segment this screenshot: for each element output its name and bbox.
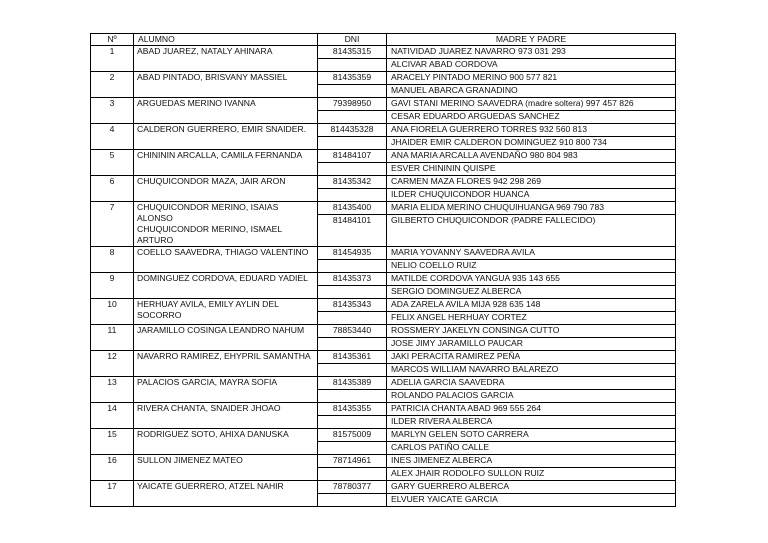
student-name-cell [134, 325, 318, 351]
dni-value: 81435389 [318, 377, 386, 390]
parents-cell [387, 351, 676, 377]
student-name-cell [134, 247, 318, 273]
student-name: ABAD PINTADO, BRISVANY MASSIEL [137, 72, 288, 82]
dni-value: 81484101 [332, 215, 372, 225]
row-number: 11 [91, 325, 134, 351]
dni-cell [318, 176, 387, 202]
parents-cell [387, 377, 676, 403]
student-name: JARAMILLO COSINGA LEANDRO NAHUM [137, 325, 305, 335]
dni-value [318, 442, 386, 454]
parents-cell [387, 273, 676, 299]
parents-cell [387, 299, 676, 325]
student-name-cell [134, 273, 318, 299]
student-name-cell [134, 377, 318, 403]
header-dni: DNI [318, 34, 387, 46]
mother-info: MARIA YOVANNY SAAVEDRA AVILA [387, 247, 675, 260]
student-name-cell [134, 46, 318, 72]
dni-value: 78780377 [318, 481, 386, 494]
father-info: CESAR EDUARDO ARGUEDAS SANCHEZ [391, 111, 560, 121]
father-info: ELVUER YAICATE GARCIA [391, 494, 498, 504]
dni-value [318, 338, 386, 350]
dni-value [318, 163, 386, 175]
father-info: JHAIDER EMIR CALDERON DOMINGUEZ 910 800 734 [391, 137, 607, 147]
table-row [91, 98, 676, 124]
father-info: GILBERTO CHUQUICONDOR (PADRE FALLECIDO) [391, 215, 596, 225]
father-info: CARLOS PATIÑO CALLE [391, 442, 490, 452]
parents-cell [387, 481, 676, 507]
student-name: ARGUEDAS MERINO IVANNA [137, 98, 256, 108]
table-row [91, 202, 676, 247]
table-row [91, 429, 676, 455]
dni-value: 81575009 [318, 429, 386, 442]
dni-cell [318, 46, 387, 72]
header-num: Nº [91, 34, 134, 46]
table-row [91, 247, 676, 273]
student-name: CHUQUICONDOR MERINO, ISAIAS ALONSO [137, 202, 279, 223]
dni-value [318, 189, 386, 201]
row-number: 17 [91, 481, 134, 507]
mother-info: PATRICIA CHANTA ABAD 969 555 264 [387, 403, 675, 416]
dni-value: 814435328 [318, 124, 386, 137]
dni-value: 81435400 [318, 202, 386, 215]
dni-value: 81435373 [318, 273, 386, 286]
mother-info: ADELIA GARCIA SAAVEDRA [387, 377, 675, 390]
dni-value [318, 111, 386, 123]
parents-cell [387, 325, 676, 351]
dni-cell [318, 351, 387, 377]
row-number: 13 [91, 377, 134, 403]
dni-value [318, 286, 386, 298]
father-info: ILDER RIVERA ALBERCA [391, 416, 493, 426]
row-number: 15 [91, 429, 134, 455]
student-name-cell [134, 98, 318, 124]
father-info: ROLANDO PALACIOS GARCIA [391, 390, 514, 400]
mother-info: MARIA ELIDA MERINO CHUQUIHUANGA 969 790 783 [387, 202, 675, 215]
dni-value: 78714961 [318, 455, 386, 468]
row-number: 10 [91, 299, 134, 325]
dni-value: 81435343 [318, 299, 386, 312]
dni-value [318, 494, 386, 506]
row-number: 3 [91, 98, 134, 124]
table-row [91, 351, 676, 377]
table-row [91, 455, 676, 481]
table-row [91, 299, 676, 325]
dni-value [318, 312, 386, 324]
mother-info: INES JIMENEZ ALBERCA [387, 455, 675, 468]
dni-cell [318, 202, 387, 247]
dni-value [318, 390, 386, 402]
student-name: CALDERON GUERRERO, EMIR SNAIDER. [137, 124, 307, 134]
dni-cell [318, 150, 387, 176]
student-name-cell [134, 124, 318, 150]
dni-value [318, 137, 386, 149]
student-name-cell [134, 72, 318, 98]
table-row [91, 377, 676, 403]
dni-value [318, 59, 386, 71]
table-row [91, 325, 676, 351]
parents-cell [387, 202, 676, 247]
parents-cell [387, 98, 676, 124]
row-number: 2 [91, 72, 134, 98]
row-number: 12 [91, 351, 134, 377]
row-number: 6 [91, 176, 134, 202]
parents-cell [387, 429, 676, 455]
header-padres: MADRE Y PADRE [387, 34, 676, 46]
mother-info: CARMEN MAZA FLORES 942 298 269 [387, 176, 675, 189]
student-name-cell [134, 481, 318, 507]
student-name: SULLON JIMENEZ MATEO [137, 455, 243, 465]
mother-info: GARY GUERRERO ALBERCA [387, 481, 675, 494]
student-name: RIVERA CHANTA, SNAIDER JHOAO [137, 403, 281, 413]
row-number: 16 [91, 455, 134, 481]
table-row [91, 481, 676, 507]
student-name: COELLO SAAVEDRA, THIAGO VALENTINO [137, 247, 309, 257]
student-name-cell [134, 403, 318, 429]
dni-value [318, 260, 386, 272]
parents-cell [387, 124, 676, 150]
father-info: ESVER CHINININ QUISPE [391, 163, 496, 173]
mother-info: JAKI PERACITA RAMIREZ PEÑA [387, 351, 675, 364]
mother-info: MATILDE CORDOVA YANGUA 935 143 655 [387, 273, 675, 286]
dni-cell [318, 403, 387, 429]
student-name-cell [134, 299, 318, 325]
table-row [91, 72, 676, 98]
student-name: ABAD JUAREZ, NATALY AHINARA [137, 46, 273, 56]
dni-cell [318, 273, 387, 299]
dni-cell [318, 124, 387, 150]
dni-value: 81435359 [318, 72, 386, 85]
father-info: ILDER CHUQUICONDOR HUANCA [391, 189, 530, 199]
dni-cell [318, 299, 387, 325]
mother-info: ROSSMERY JAKELYN CONSINGA CUTTO [387, 325, 675, 338]
student-name-cell [134, 202, 318, 247]
row-number: 8 [91, 247, 134, 273]
parents-cell [387, 403, 676, 429]
table-body [91, 46, 676, 507]
student-name: CHUQUICONDOR MAZA, JAIR ARON [137, 176, 286, 186]
student-name-cell [134, 176, 318, 202]
row-number: 9 [91, 273, 134, 299]
student-name-cell [134, 455, 318, 481]
mother-info: ANA MARIA ARCALLA AVENDAÑO 980 804 983 [387, 150, 675, 163]
table-row [91, 176, 676, 202]
dni-cell [318, 325, 387, 351]
table-row [91, 273, 676, 299]
parents-cell [387, 455, 676, 481]
row-number: 4 [91, 124, 134, 150]
row-number: 1 [91, 46, 134, 72]
father-info: NELIO COELLO RUIZ [391, 260, 477, 270]
dni-value [318, 468, 386, 480]
student-name: YAICATE GUERRERO, ATZEL NAHIR [137, 481, 284, 491]
father-info: SERGIO DOMINGUEZ ALBERCA [391, 286, 522, 296]
mother-info: ANA FIORELA GUERRERO TORRES 932 560 813 [387, 124, 675, 137]
student-name-cell [134, 351, 318, 377]
dni-value: 81454935 [318, 247, 386, 260]
dni-value [318, 364, 386, 376]
row-number: 7 [91, 202, 134, 247]
dni-cell [318, 72, 387, 98]
students-table [90, 33, 676, 507]
row-number: 5 [91, 150, 134, 176]
table-row [91, 150, 676, 176]
dni-cell [318, 455, 387, 481]
student-name: CHUQUICONDOR MERINO, ISMAEL ARTURO [137, 224, 282, 245]
dni-value: 81435342 [318, 176, 386, 189]
father-info: JOSE JIMY JARAMILLO PAUCAR [391, 338, 523, 348]
student-name: PALACIOS GARCIA, MAYRA SOFIA [137, 377, 278, 387]
parents-cell [387, 72, 676, 98]
father-info: FELIX ANGEL HERHUAY CORTEZ [391, 312, 527, 322]
father-info: ALEX JHAIR RODOLFO SULLON RUIZ [391, 468, 545, 478]
parents-cell [387, 46, 676, 72]
student-name: RODRIGUEZ SOTO, AHIXA DANUSKA [137, 429, 289, 439]
table-row [91, 46, 676, 72]
dni-value: 81484107 [318, 150, 386, 163]
student-name-cell [134, 150, 318, 176]
dni-cell [318, 481, 387, 507]
mother-info: ARACELY PINTADO MERINO 900 577 821 [387, 72, 675, 85]
table-row [91, 403, 676, 429]
student-name-cell [134, 429, 318, 455]
header-row [91, 34, 676, 46]
dni-value [318, 85, 386, 97]
mother-info: ADA ZARELA AVILA MIJA 928 635 148 [387, 299, 675, 312]
parents-cell [387, 176, 676, 202]
dni-value: 78853440 [318, 325, 386, 338]
dni-cell [318, 98, 387, 124]
header-alumno: ALUMNO [134, 34, 318, 46]
parents-cell [387, 247, 676, 273]
mother-info: GAVI STANI MERINO SAAVEDRA (madre soltera) 997 457 826 [387, 98, 675, 111]
row-number: 14 [91, 403, 134, 429]
dni-value [318, 416, 386, 428]
dni-cell [318, 247, 387, 273]
father-info: MARCOS WILLIAM NAVARRO BALAREZO [391, 364, 559, 374]
student-name: NAVARRO RAMIREZ, EHYPRIL SAMANTHA [137, 351, 311, 361]
parents-cell [387, 150, 676, 176]
father-info: ALCIVAR ABAD CORDOVA [391, 59, 498, 69]
student-name: DOMINGUEZ CORDOVA, EDUARD YADIEL [137, 273, 308, 283]
dni-value: 81435361 [318, 351, 386, 364]
student-name: CHINININ ARCALLA, CAMILA FERNANDA [137, 150, 303, 160]
father-info: MANUEL ABARCA GRANADINO [391, 85, 518, 95]
mother-info: MARLYN GELEN SOTO CARRERA [387, 429, 675, 442]
dni-cell [318, 429, 387, 455]
dni-value: 81435355 [318, 403, 386, 416]
dni-value: 79398950 [318, 98, 386, 111]
student-name: HERHUAY AVILA, EMILY AYLIN DEL SOCORRO [137, 299, 279, 320]
mother-info: NATIVIDAD JUAREZ NAVARRO 973 031 293 [387, 46, 675, 59]
dni-value: 81435315 [318, 46, 386, 59]
dni-cell [318, 377, 387, 403]
table-row [91, 124, 676, 150]
